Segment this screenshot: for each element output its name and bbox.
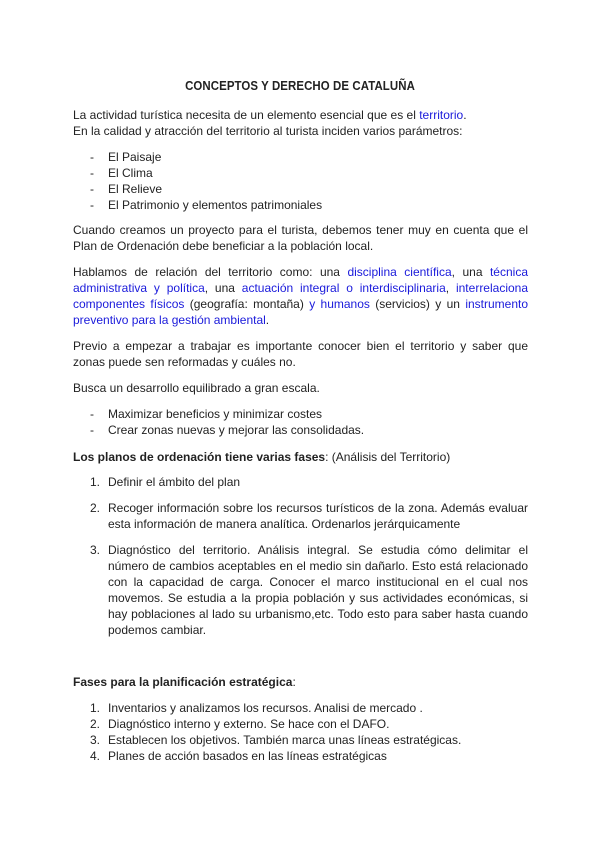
list-item: - El Paisaje xyxy=(90,150,162,164)
list-item: 2. Recoger información sobre los recursos turísticos de la zona. Además evaluar esta información de manera analítica. Ordenarlos jerárquicamente xyxy=(90,501,528,531)
term-actuacion: actuación integral o interdisciplinaria xyxy=(241,281,446,295)
relation-paragraph: Hablamos de relación del territorio como: una disciplina científica, una técnica administrativa y política, una actuación integral o interdisciplinaria, interrelaciona componentes físicos (geografía: montaña) y humanos (servicios) y un instrumento preventivo para la gestión ambiental. xyxy=(73,265,529,327)
term-interrelaciona: interrelaciona componentes físicos xyxy=(73,281,529,311)
project-paragraph: Cuando creamos un proyecto para el turista, debemos tener muy en cuenta que el Plan de Ordenación debe beneficiar a la población local. xyxy=(73,223,528,253)
strategic-list xyxy=(90,700,528,764)
list-item: - El Relieve xyxy=(90,182,163,196)
list-item: 1. Inventarios y analizamos los recursos. Analisi de mercado . xyxy=(90,701,423,715)
phases-heading: Los planos de ordenación tiene varias fases: (Análisis del Territorio) xyxy=(73,450,451,464)
strategic-heading: Fases para la planificación estratégica: xyxy=(73,675,296,689)
page-title: CONCEPTOS Y DERECHO DE CATALUÑA xyxy=(185,78,415,93)
list-item: - El Patrimonio y elementos patrimoniales xyxy=(90,198,323,212)
term-disciplina: disciplina científica xyxy=(347,265,452,279)
list-item: 1. Definir el ámbito del plan xyxy=(90,475,241,489)
list-item: 3. Diagnóstico del territorio. Análisis integral. Se estudia cómo delimitar el número de cambios aceptables en el medio sin dañarlo. Esto está relacionado con la capacidad de carga. Conocer el marco institucional en el cual nos movemos. Se estudia a la propia población y sus actividades económicas, si hay poblaciones al lado su urbanismo,etc. Todo esto para saber hasta cuando podemos cambiar. xyxy=(90,543,528,637)
term-tecnica: técnica administrativa y política xyxy=(73,265,528,295)
list-item: - Crear zonas nuevas y mejorar las consolidadas. xyxy=(90,423,365,437)
term-territorio: territorio xyxy=(419,108,464,122)
work-paragraph: Previo a empezar a trabajar es importante conocer bien el territorio y saber que zonas puede sen reformadas y cuáles no. xyxy=(73,339,528,369)
intro-paragraph xyxy=(73,107,528,139)
parameters-list xyxy=(90,149,322,213)
list-item: 3. Establecen los objetivos. También marca unas líneas estratégicas. xyxy=(90,733,462,747)
term-humanos: y humanos xyxy=(309,297,370,311)
list-item: - El Clima xyxy=(90,166,153,180)
list-item: 2. Diagnóstico interno y externo. Se hace con el DAFO. xyxy=(90,717,390,731)
term-instrumento: instrumento preventivo para la gestión ambiental xyxy=(73,297,529,327)
balance-paragraph: Busca un desarrollo equilibrado a gran escala. xyxy=(73,381,320,395)
intro-line-2: En la calidad y atracción del territorio al turista inciden varios parámetros: xyxy=(73,124,463,138)
list-item: 4. Planes de acción basados en las líneas estratégicas xyxy=(90,749,387,763)
balance-list xyxy=(90,406,364,438)
intro-line-1: La actividad turística necesita de un elemento esencial que es el territorio. xyxy=(73,108,467,122)
list-item: - Maximizar beneficios y minimizar costes xyxy=(90,407,323,421)
